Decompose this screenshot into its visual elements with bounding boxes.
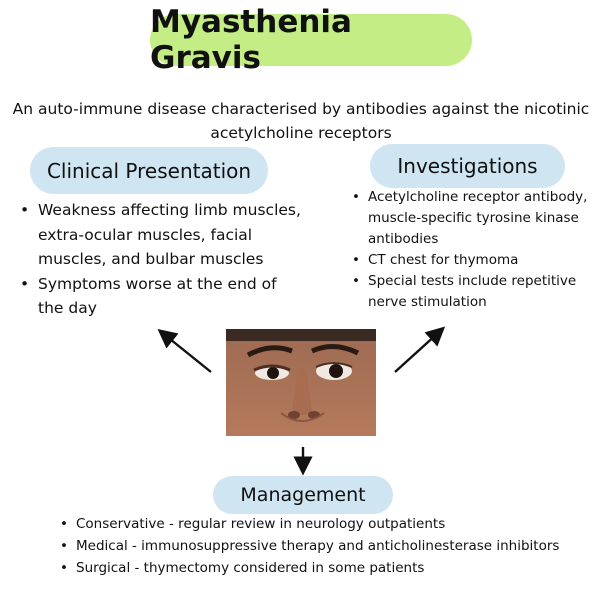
list-item: • CT chest for thymoma bbox=[352, 250, 597, 271]
subtitle bbox=[0, 97, 602, 145]
investigations-heading: Investigations bbox=[370, 144, 565, 188]
management-heading: Management bbox=[213, 476, 393, 514]
list-item: • Special tests include repetitive nerve stimulation bbox=[352, 271, 597, 313]
arrow-to-investigations bbox=[395, 333, 438, 372]
patient-face-photo bbox=[226, 329, 376, 436]
subtitle-line-1: An auto-immune disease characterised by antibodies against the nicotinic bbox=[12, 100, 590, 118]
list-item: • Conservative - regular review in neurology outpatients bbox=[60, 513, 600, 535]
list-item: • Medical - immunosuppressive therapy and anticholinesterase inhibitors bbox=[60, 535, 600, 557]
list-item: • Weakness affecting limb muscles, extra-ocular muscles, facial muscles, and bulbar muscles bbox=[20, 198, 305, 272]
management-list bbox=[60, 513, 600, 579]
list-item: • Symptoms worse at the end of the day bbox=[20, 272, 305, 321]
arrow-to-clinical bbox=[165, 335, 211, 372]
subtitle-line-2: acetylcholine receptors bbox=[210, 124, 392, 142]
face-illustration bbox=[226, 329, 376, 436]
page-title: Myasthenia Gravis bbox=[150, 14, 472, 66]
clinical-presentation-heading: Clinical Presentation bbox=[30, 147, 268, 194]
investigations-list bbox=[352, 187, 597, 313]
list-item: • Surgical - thymectomy considered in some patients bbox=[60, 557, 600, 579]
list-item: • Acetylcholine receptor antibody, muscle-specific tyrosine kinase antibodies bbox=[352, 187, 597, 250]
clinical-presentation-list bbox=[20, 198, 305, 321]
